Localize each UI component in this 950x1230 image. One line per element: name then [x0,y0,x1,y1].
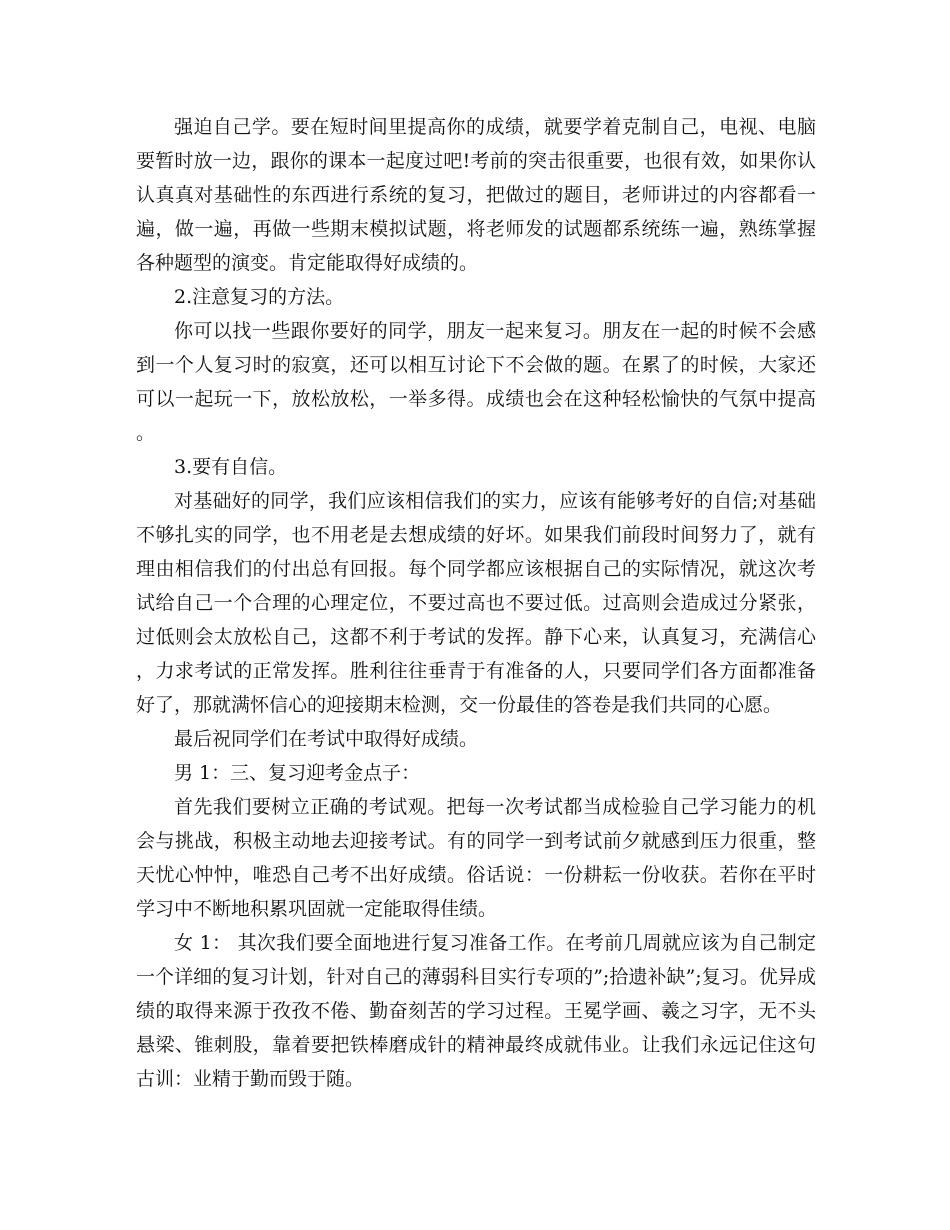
heading-review-method: 2.注意复习的方法。 [174,286,345,308]
paragraph-cram-study: 强迫自己学。要在短时间里提高你的成绩，就要学着克制自己，电视、电脑要暂时放一边，跟你的课本一起度过吧!考前的突击很重要，也很有效，如果你认认真真对基础性的东西进行系统的复习，把做过的题目，老师讲过的内容都看一遍，做一遍，再做一些期末模拟试题，将老师发的试题都系统练一遍，熟练掌握各种题型的演变。肯定能取得好成绩的。 [136,116,816,274]
paragraph-male-speaker-tips: 男 1：三、复习迎考金点子： [174,762,421,784]
paragraph-confidence: 对基础好的同学，我们应该相信我们的实力，应该有能够考好的自信;对基础不够扎实的同学，也不用老是去想成绩的好坏。如果我们前段时间努力了，就有理由相信我们的付出总有回报。每个同学都应该根据自己的实际情况，就这次考试给自己一个合理的心理定位，不要过高也不要过低。过高则会造成过分紧张，过低则会太放松自己，这都不利于考试的发挥。静下心来，认真复习，充满信心，力求考试的正常发挥。胜利往往垂青于有准备的人，只要同学们各方面都准备好了，那就满怀信心的迎接期末检测，交一份最佳的答卷是我们共同的心愿。 [136,490,816,716]
paragraph-study-with-friends: 你可以找一些跟你要好的同学，朋友一起来复习。朋友在一起的时候不会感到一个人复习时的寂寞，还可以相互讨论下不会做的题。在累了的时候，大家还可以一起玩一下，放松放松，一举多得。成绩也会在这种轻松愉快的气氛中提高。 [136,320,816,444]
paragraph-exam-attitude: 首先我们要树立正确的考试观。把每一次考试都当成检验自己学习能力的机会与挑战，积极主动地去迎接考试。有的同学一到考试前夕就感到压力很重，整天忧心忡忡，唯恐自己考不出好成绩。俗话说：一份耕耘一份收获。若你在平时学习中不断地积累巩固就一定能取得佳绩。 [136,796,816,920]
paragraph-best-wishes: 最后祝同学们在考试中取得好成绩。 [174,728,479,750]
heading-confidence: 3.要有自信。 [174,456,288,478]
paragraph-female-speaker-plan: 女 1： 其次我们要全面地进行复习准备工作。在考前几周就应该为自己制定一个详细的复习计划，针对自己的薄弱科目实行专项的”;拾遗补缺”;复习。优异成绩的取得来源于孜孜不倦、勤奋刻苦的学习过程。王冕学画、羲之习字，无不头悬梁、锥刺股，靠着要把铁棒磨成针的精神最终成就伟业。让我们永远记住这句古训：业精于勤而毁于随。 [136,932,816,1090]
document-body [136,110,816,1096]
